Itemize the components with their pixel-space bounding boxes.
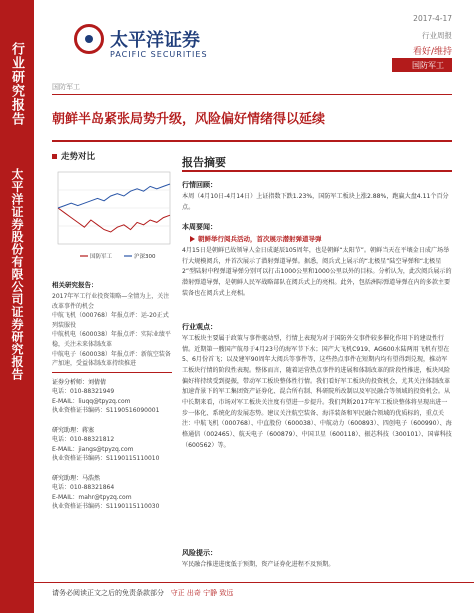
review-heading: 行情回顾：: [182, 181, 217, 189]
sidebar-company: 太平洋证券股份有限公司证券研究报告: [10, 168, 24, 381]
sidebar-report-tag: 行业研究报告: [9, 42, 24, 126]
review-text: 本周（4月10日-4月14日）上证指数下跌1.23%，国防军工板块上涨2.88%，跑赢大盘4.11个百分点。: [182, 193, 449, 211]
contact-line: 电话：010-88321949: [52, 388, 115, 396]
series-line-0: [58, 208, 170, 232]
contact-line: 执业资格证书编码：S1190115110010: [52, 454, 160, 462]
logo-cn: 太平洋证券: [110, 30, 200, 51]
news-text: 4月15日是朝鲜已故领导人金日成诞辰105周年，也是朝鲜“太阳节”。朝鲜当天在平壤金日成广场举行大规模阅兵，并首次展示了潜射弹道导弹。据悉，阅兵式上展示的“北极星”陆空导弹和“北极星2”型陆射中程弹道导弹分别可以打击1000公里和1000公里以外的目标。分析认为，此次阅兵展示的潜射弹道导弹，是朝鲜人民军战略部队在阅兵式上的亮相。此外，包括洲际弹道导弹在内的多款主要装备也在阅兵式上亮相。: [182, 247, 452, 297]
trend-chart: [52, 166, 174, 266]
contact-block-1: [52, 378, 177, 415]
contact-line: 执业资格证书编码：S1190115110030: [52, 502, 160, 510]
trend-heading-label: 走势对比: [61, 152, 96, 162]
logo-mark-icon: [74, 24, 104, 54]
sector-label: 国防军工: [412, 61, 444, 70]
news-subheading-label: 朝鲜举行阅兵活动，首次展示潜射弹道导弹: [198, 235, 322, 243]
report-type: 行业周报: [422, 31, 452, 40]
view-heading: 行业观点：: [182, 323, 217, 331]
contact-block-3: [52, 474, 177, 511]
divider: [52, 372, 172, 373]
contact-line: 电话：010-88321812: [52, 436, 115, 444]
footer-disclaimer: 请务必阅读正文之后的免责条款部分: [52, 589, 164, 597]
report-title: 朝鲜半岛紧张局势升级，风险偏好情绪得以延续: [52, 112, 326, 127]
contact-name: 研究助理：马浩然: [52, 475, 101, 482]
divider: [52, 94, 452, 95]
breadcrumb: 国防军工: [52, 83, 80, 91]
related-heading: 相关研究报告：: [52, 281, 98, 289]
bullet-icon: [52, 154, 57, 159]
report-date: 2017-4-17: [413, 14, 452, 23]
contact-line: E-MAIL：mahr@tpyzq.com: [52, 493, 132, 501]
summary-heading: 报告摘要: [182, 156, 226, 169]
trend-chart-svg: [52, 166, 174, 266]
contact-name: 证券分析师：刘倩倩: [52, 379, 107, 386]
view-text: 军工板块主要属于政策与事件驱动型，行情上表现为对于国防外交事件较多催化作用下的建设性行情。近期第一艘国产航母于4月23号的海军节下水；国产大飞机C919、AG600水陆两用飞机有望在5、6月份首飞；以及建军90周年大阅兵等事件等，这些热点事件在短期内均有望得到兑现，推动军工板块行情的阶段性表现。整体而言，随着运营热点事件的进展和体制改革的阶段性推进，板块风险偏好将持续受到提振，带动军工板块整体性行情。我们看好军工板块的投资机会，尤其关注体制改革加速背景下的军工集团资产证券化、混合所有制、科研院所改制以及军民融合等领域的投资机会。从中长期来看，市场对军工板块关注度有望进一步提升。我们判断2017年军工板块整体将呈现出进一步一体化、系统化的发展态势。建议关注航空装备、海洋装备和军民融合领域的优质标的，重点关注：中航飞机（000768）、中直股份（600038）、中航动力（600893）、四创电子（600990）、海格通信（002465）、航天电子（600879）、中国卫星（600118）、振芯科技（300101）、国睿科技（600562）等。: [182, 335, 452, 449]
divider: [52, 140, 452, 142]
series-line-1: [58, 184, 170, 208]
divider: [182, 170, 452, 172]
contact-line: E-MAIL：jiangs@tpyzq.com: [52, 445, 134, 453]
contact-block-2: [52, 426, 177, 463]
legend-label: 国防军工: [90, 254, 113, 260]
logo-en: PACIFIC SECURITIES: [110, 50, 208, 59]
contact-name: 研究助理：蒋塞: [52, 427, 95, 434]
trend-heading: [52, 150, 95, 162]
legend-label: 沪深300: [134, 254, 156, 260]
risk-text: 军民融合推进进度低于预期，资产证券化进程不及预期。: [182, 561, 335, 568]
news-subheading: [190, 234, 322, 243]
company-logo: [74, 24, 208, 68]
related-list: 2017年军工行业投资策略—全情为上，关注改革事件的机会 中航飞机（000768）年报点评：运-20正式列装服役 中航机电（600038）年报点评：实际业绩平稳，关注未来体制改革 中航电子（600038）年报点评：新航空装备产加速，受益体制改革持续推进: [52, 293, 171, 368]
divider: [34, 582, 474, 583]
risk-heading: 风险提示：: [182, 549, 217, 557]
footer-tagline: 守正 出奇 宁静 致远: [170, 589, 234, 597]
footer: [52, 588, 233, 598]
triangle-icon: [190, 236, 195, 242]
sidebar: [0, 0, 34, 613]
rating: 看好/维持: [412, 47, 452, 57]
news-heading: 本周要闻：: [182, 223, 217, 231]
contact-line: E-MAIL：liuqq@tpyzq.com: [52, 397, 131, 405]
contact-line: 执业资格证书编码：S1190516090001: [52, 406, 160, 414]
contact-line: 电话：010-88321864: [52, 484, 115, 492]
